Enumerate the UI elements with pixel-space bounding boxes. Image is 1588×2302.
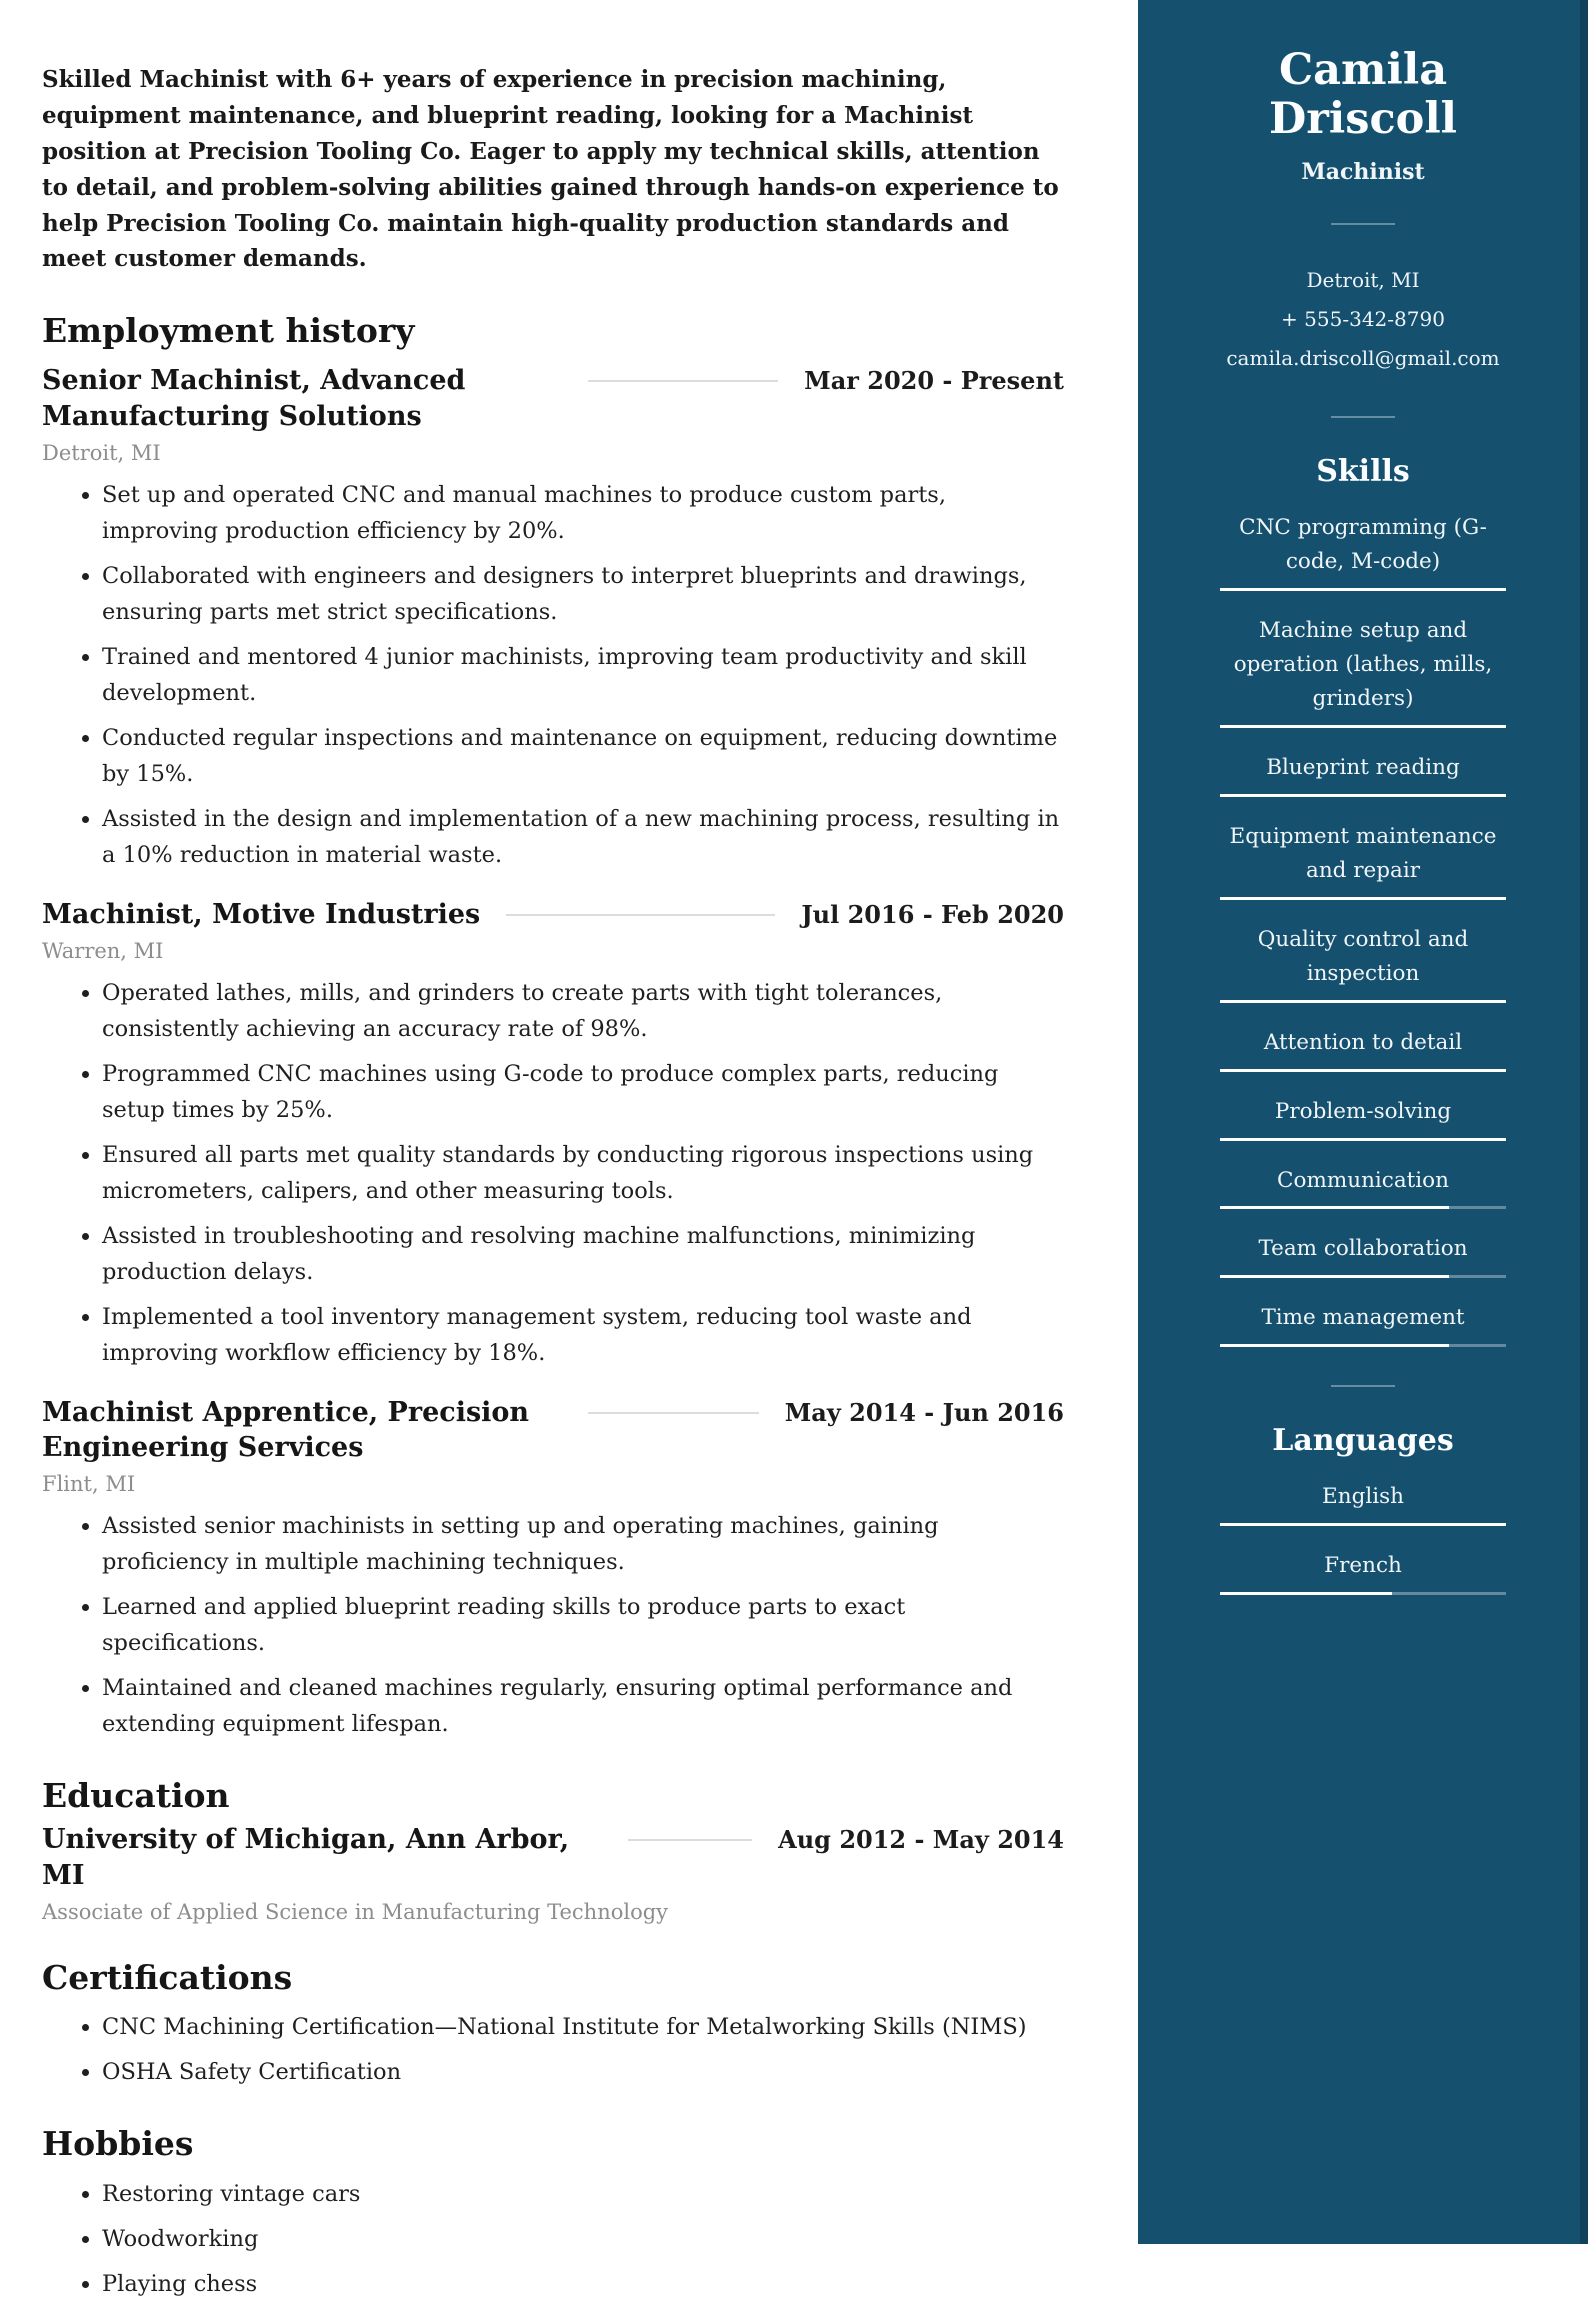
job-location: Flint, MI [42,1472,136,1497]
skill-level-bar [1220,1275,1506,1278]
skill-item [1220,923,1506,1003]
skill-label: Quality control and inspection [1257,926,1469,986]
skill-level-bar [1220,1344,1506,1347]
profile-summary: Skilled Machinist with 6+ years of experience in precision machining, equipment maintenance, and blueprint reading, looking for a Machinist position at Precision Tooling Co. Eager to apply my technical skills, attention to detail, and problem-solving abilities gained through hands-on experience to help Precision Tooling Co. maintain high-quality production standards and meet customer demands. [42,66,1059,273]
job-dates: Mar 2020 - Present [804,365,1064,395]
employment-history-heading: Employment history [42,311,415,351]
sidebar-divider [1331,223,1395,225]
contact-phone: + 555-342-8790 [1281,306,1445,331]
skill-item [1220,820,1506,900]
skill-level-bar [1220,1138,1506,1141]
job-dates: May 2014 - Jun 2016 [784,1397,1064,1427]
contact-location: Detroit, MI [1306,267,1420,292]
language-level-fill [1220,1592,1392,1595]
skill-level-bar [1220,725,1506,728]
divider-line [628,1839,752,1841]
skill-level-bar [1220,897,1506,900]
divider-line [506,914,775,916]
bullet-item: • Collaborated with engineers and designers to interpret blueprints and drawings, ensuring parts met strict specifications. [102,558,1064,630]
bullet-item: • Conducted regular inspections and maintenance on equipment, reducing downtime by 15%. [102,720,1064,792]
job-bullet-list [42,975,1064,1371]
languages-heading: Languages [1272,1423,1454,1459]
skill-level-bar [1220,1000,1506,1003]
skill-level-bar [1220,1069,1506,1072]
bullet-item: • Learned and applied blueprint reading skills to produce parts to exact specifications. [102,1589,1064,1661]
education-dates: Aug 2012 - May 2014 [778,1824,1064,1854]
certifications-heading: Certifications [42,1957,293,1997]
bullet-item: • Restoring vintage cars [102,2176,1064,2212]
job-title: Machinist, Motive Industries [42,898,481,930]
hobbies-list [42,2176,1064,2302]
skill-level-fill [1220,1069,1506,1072]
section-education [42,1776,1064,1923]
bullet-item: • Ensured all parts met quality standards by conducting rigorous inspections using micrometers, calipers, and other measuring tools. [102,1137,1064,1209]
skill-level-fill [1220,1000,1506,1003]
job-location: Detroit, MI [42,440,161,465]
language-item [1220,1480,1506,1526]
skill-level-fill [1220,588,1506,591]
contact-block [1220,261,1506,378]
job-dates: Jul 2016 - Feb 2020 [801,899,1064,929]
skill-label: CNC programming (G-code, M-code) [1239,514,1487,574]
language-item [1220,1549,1506,1595]
candidate-name: Camila Driscoll [1268,45,1458,145]
education-degree: Associate of Applied Science in Manufacturing Technology [42,1899,669,1924]
skill-label: Team collaboration [1258,1236,1468,1262]
skill-level-fill [1220,794,1506,797]
skill-level-bar [1220,794,1506,797]
skill-level-fill [1220,1275,1449,1278]
skill-item [1220,511,1506,591]
job-entry [42,363,1064,873]
job-entry [42,897,1064,1371]
skill-level-fill [1220,1206,1449,1209]
contact-email[interactable]: camila.driscoll@gmail.com [1226,345,1500,370]
skill-label: Machine setup and operation (lathes, mills, grinders) [1233,617,1493,711]
skill-level-bar [1220,588,1506,591]
bullet-item: • CNC Machining Certification—National Institute for Metalworking Skills (NIMS) [102,2009,1064,2045]
skills-heading: Skills [1316,453,1410,489]
skill-item [1220,614,1506,728]
bullet-item: • OSHA Safety Certification [102,2054,1064,2090]
hobbies-heading: Hobbies [42,2124,194,2164]
section-hobbies [42,2124,1064,2302]
sidebar-divider [1331,416,1395,418]
sidebar [1138,0,1588,2244]
skill-item [1220,1301,1506,1347]
language-label: French [1324,1553,1402,1579]
skill-level-fill [1220,1138,1506,1141]
skill-item [1220,1164,1506,1210]
skill-item [1220,751,1506,797]
bullet-item: • Woodworking [102,2221,1064,2257]
bullet-item: • Maintained and cleaned machines regularly, ensuring optimal performance and extending equipment lifespan. [102,1670,1064,1742]
bullet-item: • Assisted in troubleshooting and resolving machine malfunctions, minimizing production delays. [102,1218,1064,1290]
job-title: Machinist Apprentice, Precision Engineering Services [42,1396,530,1464]
language-label: English [1322,1484,1404,1510]
skill-level-bar [1220,1206,1506,1209]
skill-label: Attention to detail [1263,1029,1463,1055]
sidebar-divider [1331,1385,1395,1387]
job-title: Senior Machinist, Advanced Manufacturing Solutions [42,364,466,432]
skill-level-fill [1220,1344,1449,1347]
bullet-item: • Set up and operated CNC and manual machines to produce custom parts, improving production efficiency by 20%. [102,477,1064,549]
candidate-role: Machinist [1301,158,1425,185]
section-certifications [42,1958,1064,2091]
skill-item [1220,1095,1506,1141]
job-header [42,1395,1064,1467]
job-bullet-list [42,477,1064,873]
job-location: Warren, MI [42,938,164,963]
skill-label: Time management [1261,1305,1465,1331]
bullet-item: • Programmed CNC machines using G-code to produce complex parts, reducing setup times by 25%. [102,1056,1064,1128]
bullet-item: • Playing chess [102,2266,1064,2302]
language-level-bar [1220,1523,1506,1526]
bullet-item: • Operated lathes, mills, and grinders to create parts with tight tolerances, consistently achieving an accuracy rate of 98%. [102,975,1064,1047]
section-employment-history [42,311,1064,1742]
bullet-item: • Implemented a tool inventory management system, reducing tool waste and improving workflow efficiency by 18%. [102,1299,1064,1371]
skill-item [1220,1026,1506,1072]
certifications-list [42,2009,1064,2090]
bullet-item: • Assisted in the design and implementation of a new machining process, resulting in a 10% reduction in material waste. [102,801,1064,873]
skill-label: Equipment maintenance and repair [1229,823,1497,883]
skill-item [1220,1232,1506,1278]
bullet-item: • Trained and mentored 4 junior machinists, improving team productivity and skill development. [102,639,1064,711]
education-heading: Education [42,1776,230,1816]
job-header [42,897,1064,933]
skill-label: Problem-solving [1274,1098,1452,1124]
language-level-bar [1220,1592,1506,1595]
education-school: University of Michigan, Ann Arbor, MI [42,1823,570,1891]
divider-line [588,380,778,382]
skill-level-fill [1220,897,1506,900]
skill-level-fill [1220,725,1506,728]
job-entry [42,1395,1064,1743]
job-header [42,363,1064,435]
language-level-fill [1220,1523,1506,1526]
divider-line [588,1412,759,1414]
job-bullet-list [42,1508,1064,1742]
education-header [42,1822,1064,1894]
bullet-item: • Assisted senior machinists in setting up and operating machines, gaining proficiency in multiple machining techniques. [102,1508,1064,1580]
skill-label: Communication [1277,1167,1449,1193]
skill-label: Blueprint reading [1266,754,1460,780]
